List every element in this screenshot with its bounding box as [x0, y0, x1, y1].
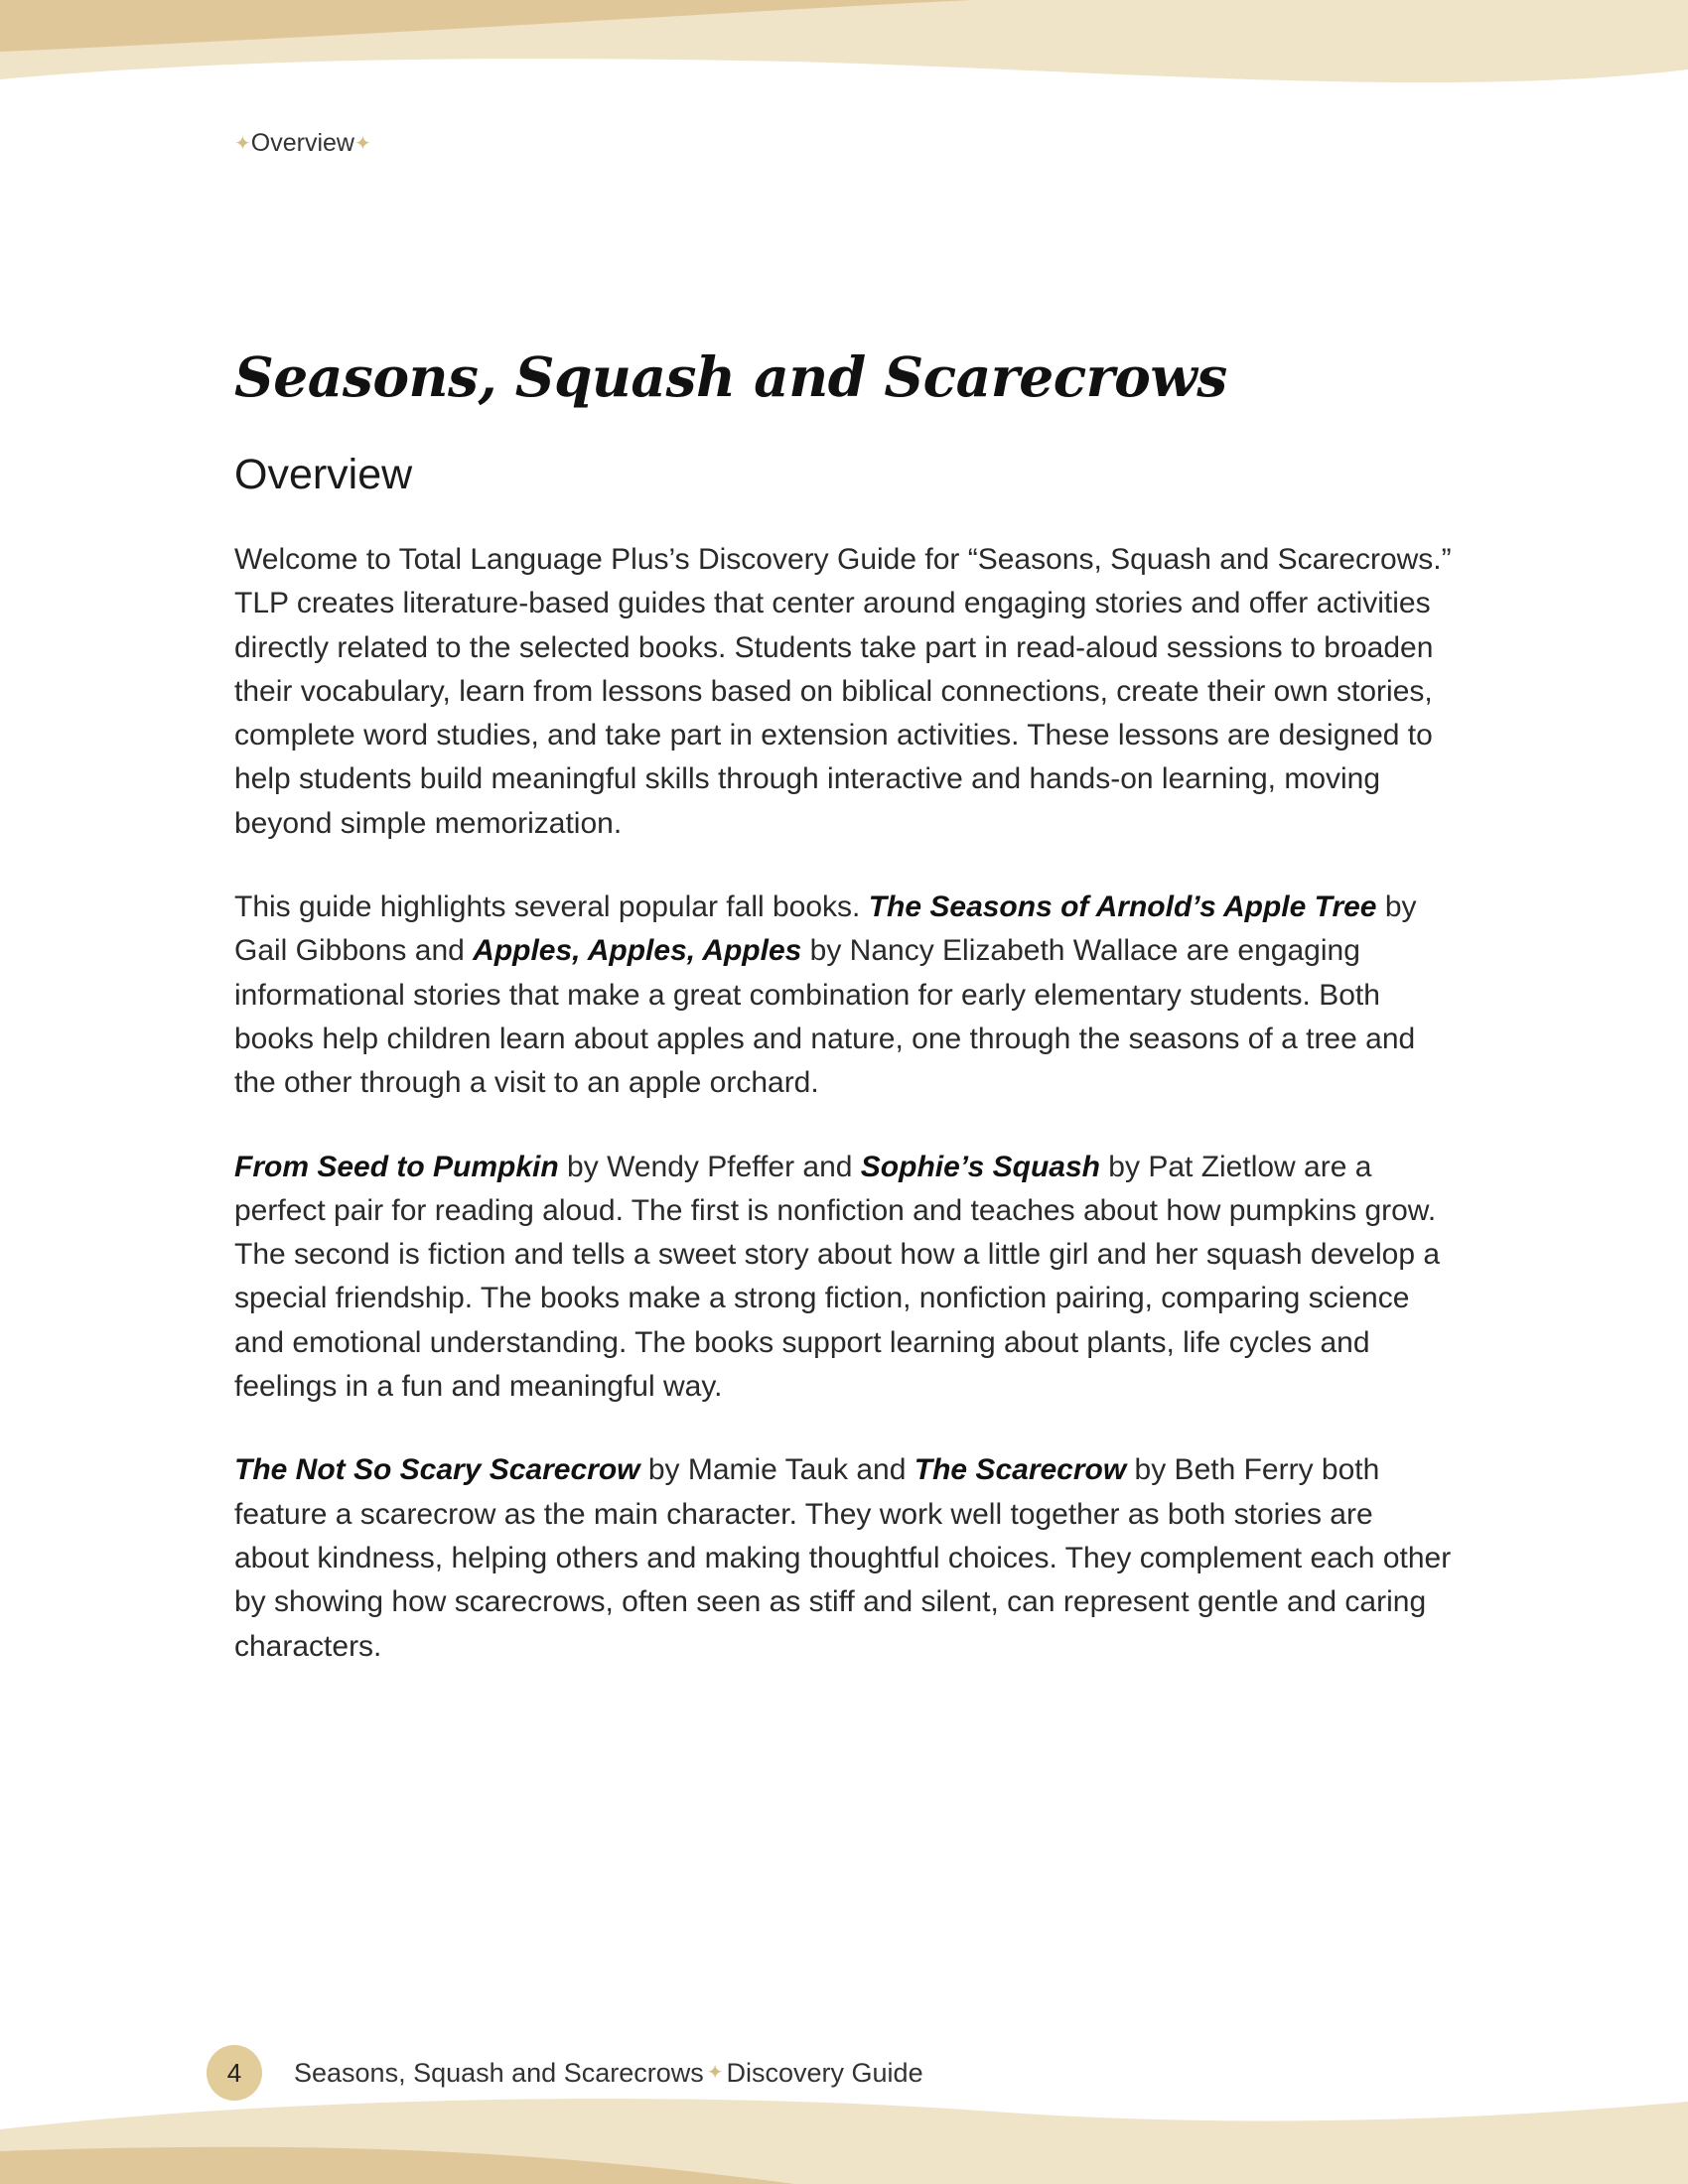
page-footer	[207, 2045, 923, 2101]
footer-guide-title	[294, 2058, 923, 2089]
pumpkin-books-paragraph	[234, 1146, 1456, 1410]
book-title: The Seasons of Arnold’s Apple Tree	[868, 890, 1377, 924]
paragraph-text: This guide highlights several popular fall books.	[234, 890, 869, 924]
star-icon: ✦	[234, 132, 251, 155]
top-wave-decoration	[0, 0, 1688, 109]
book-title: Apples, Apples, Apples	[473, 934, 802, 968]
section-heading: Overview	[234, 451, 413, 498]
running-header-label: Overview	[250, 129, 354, 157]
scarecrow-books-paragraph	[234, 1448, 1456, 1668]
paragraph-text: by Pat Zietlow are a perfect pair for reading aloud. The first is nonfiction and teaches about how pumpkins grow. The second is fiction and tells a sweet story about how a little girl and her squash develop a special friendship. The books make a strong fiction, nonfiction pairing, comparing science and emotional understanding. The books support learning about plants, life cycles and feelings in a fun and meaningful way.	[234, 1150, 1441, 1404]
paragraph-text: by Beth Ferry both feature a scarecrow as the main character. They work well together as both stories are about kindness, helping others and making thoughtful choices. They complement each other by showing how scarecrows, often seen as stiff and silent, can represent gentle and caring characters.	[234, 1453, 1452, 1663]
book-title: From Seed to Pumpkin	[234, 1150, 559, 1183]
bottom-wave-decoration	[0, 2090, 1688, 2184]
document-title: Seasons, Squash and Scarecrows	[234, 344, 1227, 409]
apple-books-paragraph	[234, 886, 1456, 1105]
footer-suffix-text: Discovery Guide	[726, 2057, 923, 2088]
paragraph-text: by Wendy Pfeffer and	[558, 1150, 861, 1183]
main-content	[234, 338, 1456, 1708]
book-title: The Scarecrow	[914, 1453, 1127, 1487]
paragraph-text: by Mamie Tauk and	[639, 1453, 914, 1487]
paragraph-text: by Gail Gibbons and	[234, 890, 1417, 968]
star-icon: ✦	[353, 132, 371, 155]
paragraph-text: by Nancy Elizabeth Wallace are engaging informational stories that make a great combination for early elementary students. Both books help children learn about apples and nature, one through the seasons of a tree and the other through a visit to an apple orchard.	[234, 934, 1416, 1100]
footer-title-text: Seasons, Squash and Scarecrows	[294, 2057, 704, 2088]
running-header	[234, 129, 371, 158]
book-title: The Not So Scary Scarecrow	[234, 1453, 640, 1487]
page-number-badge: 4	[207, 2045, 262, 2101]
intro-paragraph: Welcome to Total Language Plus’s Discovery Guide for “Seasons, Squash and Scarecrows.” TLP creates literature-based guides that center around engaging stories and offer activities directly related to the selected books. Students take part in read-aloud sessions to broaden their vocabulary, learn from lessons based on biblical connections, create their own stories, complete word studies, and take part in extension activities. These lessons are designed to help students build meaningful skills through interactive and hands-on learning, moving beyond simple memorization.	[234, 543, 1452, 840]
star-icon: ✦	[706, 2062, 724, 2084]
book-title: Sophie’s Squash	[860, 1150, 1100, 1183]
